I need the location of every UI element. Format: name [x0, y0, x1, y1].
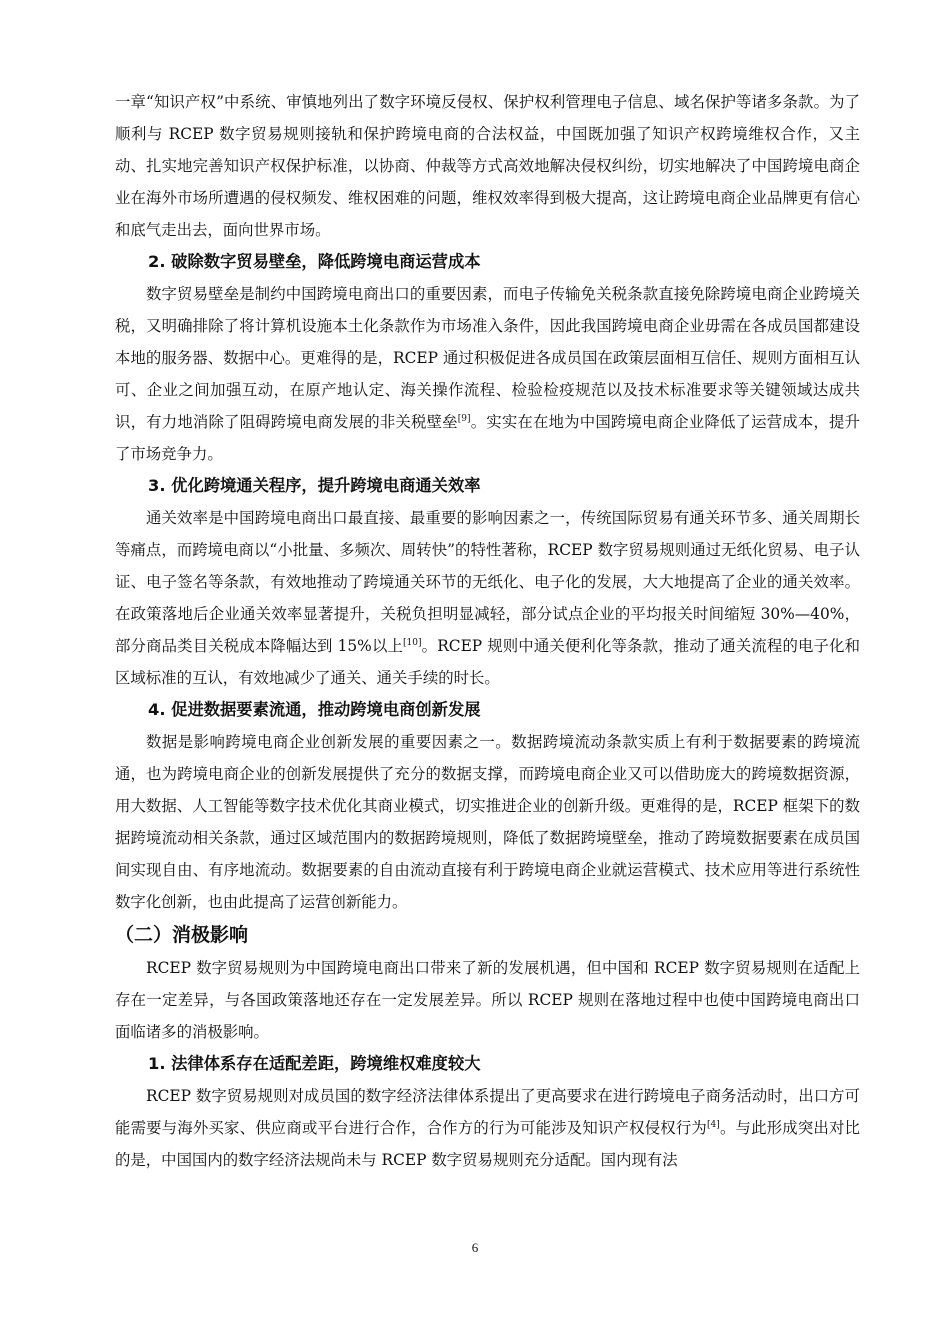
paragraph-data-flow: 数据是影响跨境电商企业创新发展的重要因素之一。数据跨境流动条款实质上有利于数据要素的跨境流通，也为跨境电商企业的创新发展提供了充分的数据支撑，而跨境电商企业又可以借助庞大的跨境数据资源，用大数据、人工智能等数字技术优化其商业模式，切实推进企业的创新升级。更难得的是，RCEP 框架下的数据跨境流动相关条款，通过区域范围内的数据跨境规则，降低了数据跨境壁垒，推动了跨境数据要素在成员国间实现自由、有序地流动。数据要素的自由流动直接有利于跨境电商企业就运营模式、技术应用等进行系统性数字化创新，也由此提高了运营创新能力。	[115, 733, 860, 911]
paragraph-negative-impact-intro: RCEP 数字贸易规则为中国跨境电商出口带来了新的发展机遇，但中国和 RCEP 数字贸易规则在适配上存在一定差异，与各国政策落地还存在一定发展差异。所以 RCEP 规则在落地过程中也使中国跨境电商出口面临诸多的消极影响。	[115, 959, 860, 1041]
paragraph-text-tail: 。RCEP 规则中通关便利化等条款，推动了通关流程的电子化和区域标准的互认，有效地减少了通关、通关手续的时长。	[115, 637, 860, 687]
heading-digital-trade-barriers: 2. 破除数字贸易壁垒，降低跨境电商运营成本	[148, 252, 481, 271]
heading-legal-system-gap: 1. 法律体系存在适配差距，跨境维权难度较大	[148, 1054, 481, 1073]
paragraph-text: 通关效率是中国跨境电商出口最直接、最重要的影响因素之一，传统国际贸易有通关环节多、通关周期长等痛点，而跨境电商以“小批量、多频次、周转快”的特性著称，RCEP 数字贸易规则通过无纸化贸易、电子认证、电子签名等条款，有效地推动了跨境通关环节的无纸化、电子化的发展，大大地提高了企业的通关效率。在政策落地后企业通关效率显著提升，关税负担明显减轻，部分试点企业的平均报关时间缩短 30%—40%，部分商品类目关税成本降幅达到 15%以上	[115, 509, 860, 655]
body-text	[115, 86, 860, 1176]
citation-ref: [4]	[707, 1119, 720, 1130]
paragraph-text-tail: 。与此形成突出对比的是，中国国内的数字经济法规尚未与 RCEP 数字贸易规则充分适配。国内现有法	[115, 1119, 860, 1169]
section-heading-negative-impact: （二）消极影响	[115, 924, 249, 946]
paragraph-text: RCEP 数字贸易规则对成员国的数字经济法律体系提出了更高要求在进行跨境电子商务活动时，出口方可能需要与海外买家、供应商或平台进行合作，合作方的行为可能涉及知识产权侵权行为	[115, 1087, 860, 1137]
citation-ref: [9]	[457, 413, 471, 424]
heading-customs-efficiency: 3. 优化跨境通关程序，提升跨境电商通关效率	[148, 476, 481, 495]
heading-data-flow: 4. 促进数据要素流通，推动跨境电商创新发展	[148, 700, 481, 719]
paragraph-text: 数字贸易壁垒是制约中国跨境电商出口的重要因素，而电子传输免关税条款直接免除跨境电商企业跨境关税，又明确排除了将计算机设施本土化条款作为市场准入条件，因此我国跨境电商企业毋需在各成员国都建设本地的服务器、数据中心。更难得的是，RCEP 通过积极促进各成员国在政策层面相互信任、规则方面相互认可、企业之间加强互动，在原产地认定、海关操作流程、检验检疫规范以及技术标准要求等关键领域达成共识，有力地消除了阻碍跨境电商发展的非关税壁垒	[115, 285, 860, 431]
page-number: 6	[471, 1240, 479, 1255]
paragraph-customs-efficiency	[115, 502, 860, 694]
citation-ref: [10]	[403, 637, 422, 648]
paragraph-ip-protection: 一章“知识产权”中系统、审慎地列出了数字环境反侵权、保护权利管理电子信息、域名保护等诸多条款。为了顺利与 RCEP 数字贸易规则接轨和保护跨境电商的合法权益，中国既加强了知识产权跨境维权合作，又主动、扎实地完善知识产权保护标准，以协商、仲裁等方式高效地解决侵权纠纷，切实地解决了中国跨境电商企业在海外市场所遭遇的侵权频发、维权困难的问题，维权效率得到极大提高，这让跨境电商企业品牌更有信心和底气走出去，面向世界市场。	[115, 93, 860, 239]
paragraph-text-tail: 。实实在在地为中国跨境电商企业降低了运营成本，提升了市场竞争力。	[115, 413, 860, 463]
paragraph-legal-system-gap	[115, 1080, 860, 1176]
paragraph-digital-trade-barriers	[115, 278, 860, 470]
